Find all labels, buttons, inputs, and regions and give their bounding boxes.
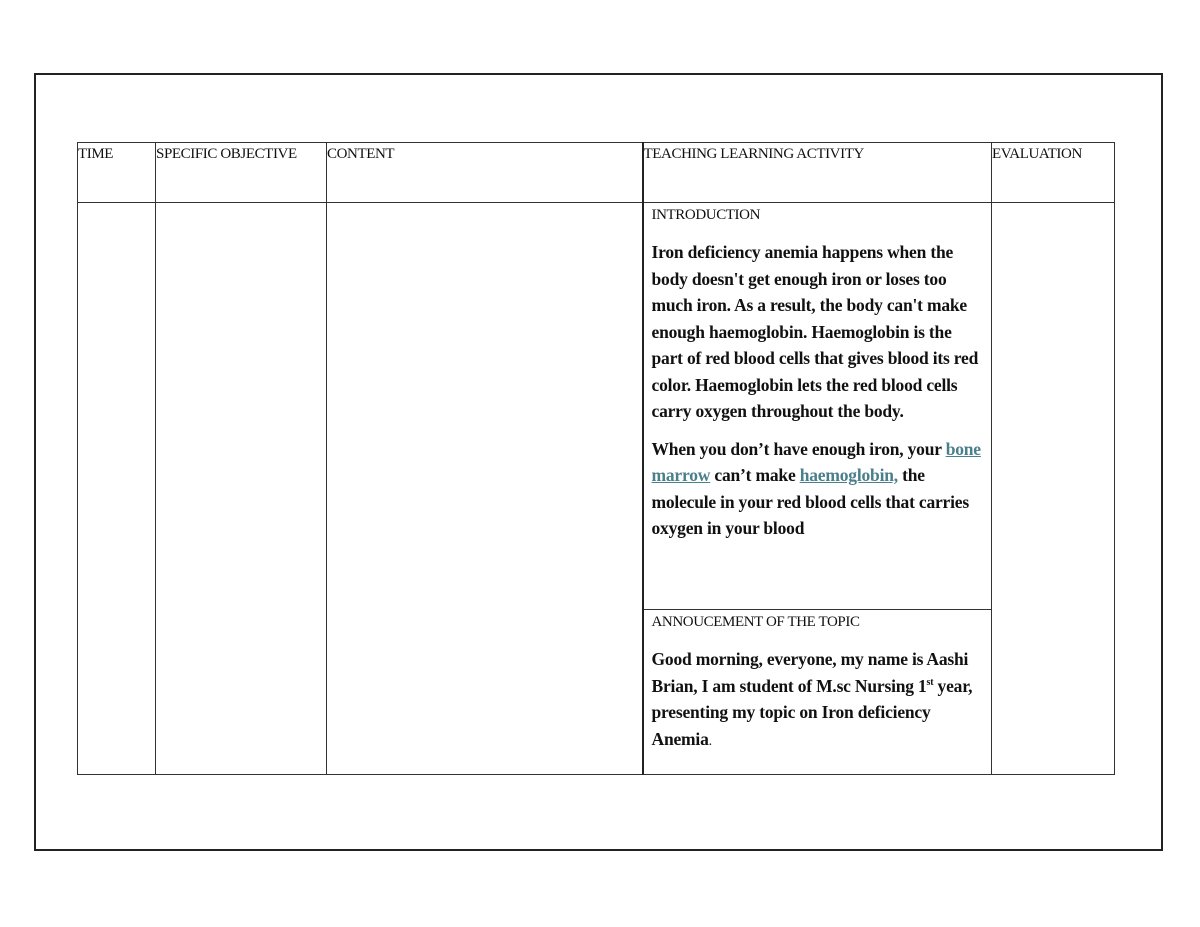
table-row [78,203,1115,775]
header-specific-objective: SPECIFIC OBJECTIVE [156,143,327,203]
cell-specific-objective [156,203,327,775]
paragraph-text: can’t make [710,465,800,485]
cell-content [327,203,643,775]
announcement-section [644,610,992,774]
introduction-section [644,203,992,610]
introduction-paragraph-2 [652,436,986,542]
ordinal-superscript: st [926,676,934,688]
haemoglobin-link[interactable]: haemoglobin, [799,465,898,485]
announcement-paragraph [652,646,986,755]
announcement-label: ANNOUCEMENT OF THE TOPIC [651,614,860,630]
paragraph-text: the molecule in your red blood cells that carries oxygen in your blood [651,465,969,538]
paragraph-text: When you don’t have enough iron, your [651,438,946,459]
header-evaluation: EVALUATION [992,143,1115,203]
introduction-paragraph-1: Iron deficiency anemia happens when the body doesn't get enough iron or loses too much iron. As a result, the body can't make enough haemoglobin. Haemoglobin is the part of red blood cells that gives blood its red color. Haemoglobin lets the red blood cells carry oxygen throughout the body. [651,242,979,421]
cell-teaching-learning-activity [643,203,992,775]
introduction-label: INTRODUCTION [651,207,761,223]
paragraph-text: year, presenting my topic on Iron deficiency Anemia [651,675,973,749]
paragraph-text: Good morning, everyone, my name is Aashi Brian, I am student of M.sc Nursing 1 [651,649,969,696]
lesson-plan-table [77,142,1115,775]
header-content: CONTENT [327,143,643,203]
header-time: TIME [78,143,156,203]
cell-time [78,203,156,775]
cell-evaluation [992,203,1115,775]
table-header-row [78,143,1115,203]
bone-marrow-link[interactable]: bone marrow [651,438,981,485]
end-period: . [708,733,712,749]
header-teaching-learning-activity: TEACHING LEARNING ACTIVITY [643,143,992,203]
